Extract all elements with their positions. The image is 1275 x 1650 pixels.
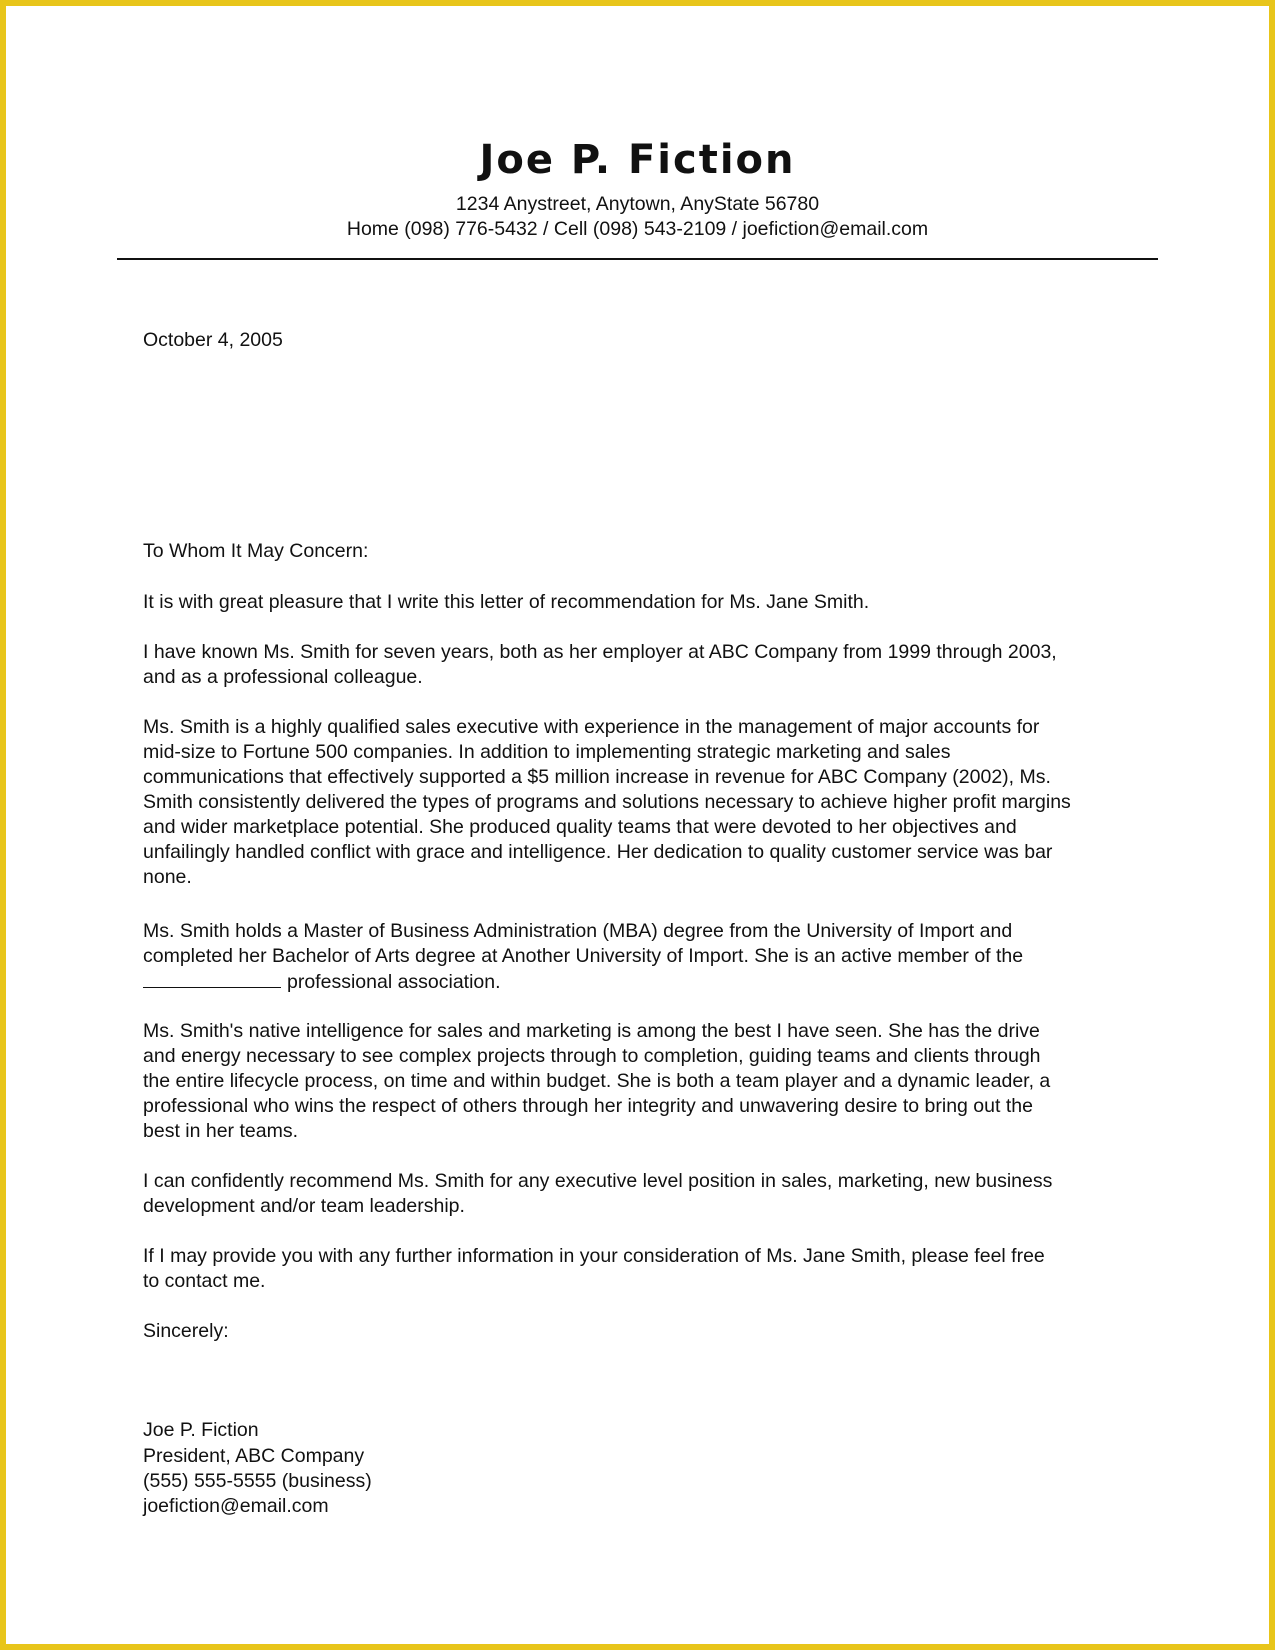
paragraph-line: professional who wins the respect of others through her integrity and unwavering desire to bring out the <box>143 1095 1033 1117</box>
paragraph-line: It is with great pleasure that I write this letter of recommendation for Ms. Jane Smith. <box>143 591 870 613</box>
paragraph-4 <box>143 919 1133 995</box>
paragraph-line: completed her Bachelor of Arts degree at Another University of Import. She is an active member of the <box>143 945 1024 967</box>
letter-closing: Sincerely: <box>143 1320 229 1342</box>
paragraph-line: the entire lifecycle process, on time and within budget. She is both a team player and a dynamic leader, a <box>143 1070 1051 1092</box>
paragraph-line-end: professional association. <box>287 971 501 993</box>
paragraph-line: and as a professional colleague. <box>143 666 423 688</box>
letterhead-contact: Home (098) 776-5432 / Cell (098) 543-2109 / joefiction@email.com <box>346 218 929 240</box>
letterhead-name: Joe P. Fiction <box>479 137 796 183</box>
paragraph-line: best in her teams. <box>143 1120 298 1142</box>
paragraph-line <box>143 969 1133 995</box>
paragraph-line: communications that effectively supported a $5 million increase in revenue for ABC Company (2002), Ms. <box>143 766 1051 788</box>
paragraph-line: If I may provide you with any further information in your consideration of Ms. Jane Smith, please feel free <box>143 1245 1045 1267</box>
header-divider <box>117 258 1158 260</box>
signature-name: Joe P. Fiction <box>143 1419 259 1441</box>
paragraph-line: Ms. Smith is a highly qualified sales executive with experience in the management of major accounts for <box>143 716 1040 738</box>
paragraph-line: unfailingly handled conflict with grace and intelligence. Her dedication to quality customer service was bar <box>143 841 1053 863</box>
letterhead-address: 1234 Anystreet, Anytown, AnyState 56780 <box>455 193 820 215</box>
signature-email: joefiction@email.com <box>143 1495 329 1517</box>
letter-date: October 4, 2005 <box>143 329 283 351</box>
paragraph-line: to contact me. <box>143 1270 266 1292</box>
paragraph-line: none. <box>143 866 192 888</box>
paragraph-5 <box>143 1019 1133 1144</box>
signature-phone: (555) 555-5555 (business) <box>143 1470 372 1492</box>
paragraph-line: and wider marketplace potential. She produced quality teams that were devoted to her objectives and <box>143 816 1017 838</box>
paragraph-1 <box>143 590 1133 615</box>
paragraph-3 <box>143 715 1133 890</box>
paragraph-line: Ms. Smith's native intelligence for sales and marketing is among the best I have seen. She has the drive <box>143 1020 1040 1042</box>
signature-title: President, ABC Company <box>143 1445 365 1467</box>
letter-salutation: To Whom It May Concern: <box>143 540 369 562</box>
paragraph-line: I can confidently recommend Ms. Smith for any executive level position in sales, marketing, new business <box>143 1170 1053 1192</box>
paragraph-2 <box>143 640 1133 690</box>
paragraph-7 <box>143 1244 1133 1294</box>
paragraph-line: mid-size to Fortune 500 companies. In addition to implementing strategic marketing and sales <box>143 741 951 763</box>
paragraph-line: Ms. Smith holds a Master of Business Administration (MBA) degree from the University of Import and <box>143 920 1013 942</box>
paragraph-line: development and/or team leadership. <box>143 1195 465 1217</box>
paragraph-line: Smith consistently delivered the types of programs and solutions necessary to achieve higher profit margins <box>143 791 1071 813</box>
paragraph-line: and energy necessary to see complex projects through to completion, guiding teams and clients through <box>143 1045 1041 1067</box>
fill-in-blank <box>143 969 281 988</box>
letter-page <box>6 6 1269 1644</box>
paragraph-6 <box>143 1169 1133 1219</box>
paragraph-line: I have known Ms. Smith for seven years, both as her employer at ABC Company from 1999 through 2003, <box>143 641 1057 663</box>
